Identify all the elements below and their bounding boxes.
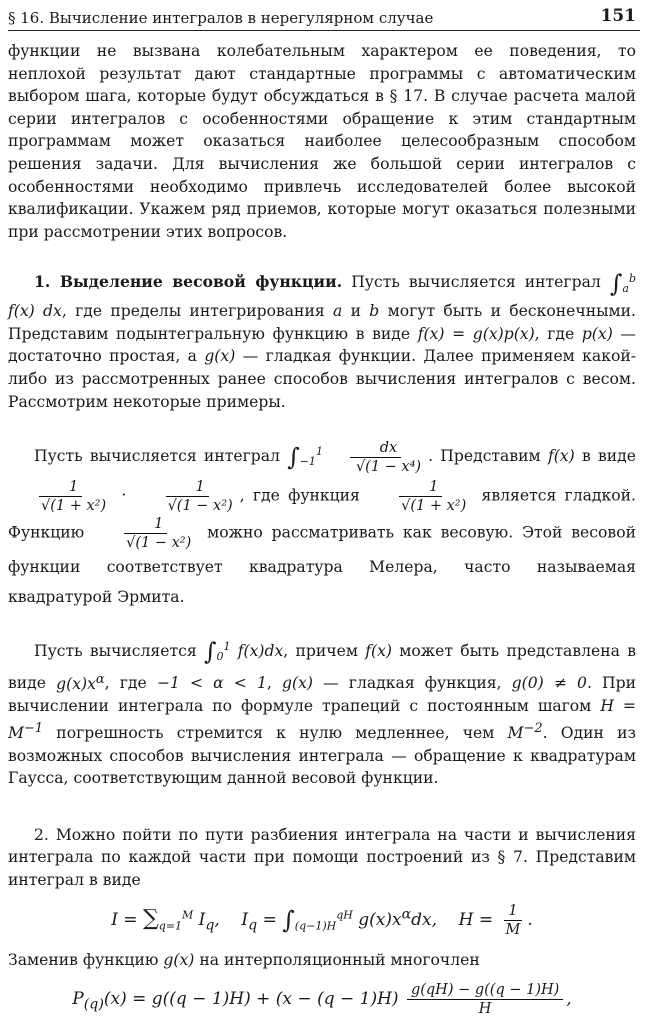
- running-header: [8, 4, 640, 31]
- s1-text-2: , где пределы интегрирования: [61, 302, 325, 321]
- p3-text-5: является гладкой. Функцию: [8, 486, 636, 541]
- p4-text-7: погрешность стремится к нулю медленнее, чем: [56, 723, 495, 742]
- p3-text-6: можно рассматривать как весовую. Этой весовой функции соответствует квадратура Мелера, часто называемая квадратурой Эрмита.: [8, 523, 636, 606]
- p4-text-5: гладкая функция,: [348, 674, 502, 693]
- paragraph-4: Пусть вычисляется $\int_0^1$ f(x)dx, причем f(x) может быть представлена в виде $g(x)x^\alpha$, где −1 < α < 1, g(x) — гладкая функция, g(0) ≠ 0. При вычислении интеграла по формуле трапеций с постоянным шагом $H = M^{-1}$ погрешность стремится к нулю медленнее, чем $M^{-2}$. Один из возможных способов вычисления интеграла — обращение к квадратурам Гаусса, соответствующим данной весовой функции.: [8, 637, 636, 788]
- p4-text-4: , где: [104, 674, 147, 693]
- s2-text-2: Заменив функцию: [8, 950, 159, 969]
- p3-text-3: в виде: [581, 447, 636, 466]
- formula-smooth: $\frac{1}{\text{√(1 + x²)}}$: [371, 478, 470, 515]
- paragraph-1: функции не вызвана колебательным характером ее поведения, то неплохой результат дают стандартные программы с автоматическим выбором шага, которые будут обсуждаться в § 17. В случае расчета малой серии интегралов с особенностями обращение к этим стандартным программам может оказаться наиболее целесообразным способом решения задачи. Для вычисления же большой серии интегралов с особенностями необходимо привлечь исследователей более высокой квалификации. Укажем ряд приемов, которые могут оказаться полезными при рассмотрении этих вопросов.: [8, 42, 636, 241]
- s1-text-5: гладкая функции. Далее применяем какой-либо из рассмотренных ранее способов вычисления интегралов с весом. Рассмотрим некоторые примеры.: [8, 347, 636, 411]
- paragraph-3: Пусть вычисляется интеграл $\int_{-1}^1$ $\frac{dx}{\text{√(1 − x⁴)}}$ . Представим f(x) в виде $\frac{1}{\text{√(1 + x²)}}$ · $\frac{1}{\text{√(1 − x²)}}$ , где функция $\frac{1}{\text{√(1 + x²)}}$ является гладкой. Функцию $\frac{1}{\text{√(1 − x²)}}$ можно рассматривать как весовую. Этой весовой функции соответствует квадратура Мелера, часто называемая квадратурой Эрмита.: [8, 439, 636, 606]
- section-1-heading: 1. Выделение весовой функции.: [34, 272, 343, 292]
- p3-text-2: . Представим: [428, 447, 541, 466]
- section-2-paragraph: 2. Можно пойти по пути разбиения интеграла на части и вычисления интеграла по каждой части при помощи построений из § 7. Представим интеграл в виде: [8, 825, 636, 889]
- formula-integral-ab: $\int_a^b$ f(x) dx: [8, 269, 636, 321]
- p4-text-1: Пусть вычисляется: [34, 641, 197, 660]
- formula-integral-01: $\int_0^1$ f(x)dx: [203, 637, 284, 666]
- p4-text-3: может быть представлена в виде: [8, 641, 636, 693]
- formula-weight: $\frac{1}{\text{√(1 − x²)}}$: [96, 515, 195, 552]
- p3-text-1: Пусть вычисляется интеграл: [34, 447, 280, 466]
- formula-integral-mehler: $\int_{-1}^1$ $\frac{dx}{\text{√(1 − x⁴)}}$: [287, 439, 422, 475]
- s1-text-4: достаточно простая, а: [8, 347, 197, 366]
- running-title: § 16. Вычисление интегралов в нерегулярном случае: [8, 9, 434, 27]
- text-body: [8, 40, 636, 1028]
- section-1-paragraph: 1. Выделение весовой функции. Пусть вычисляется интеграл $\int_a^b$ f(x) dx, где пределы интегрирования a и b могут быть и бесконечными. Представим подынтегральную функцию в виде f(x) = g(x)p(x), где p(x) — достаточно простая, а g(x) — гладкая функции. Далее применяем какой-либо из рассмотренных ранее способов вычисления интегралов с весом. Рассмотрим некоторые примеры.: [8, 269, 636, 411]
- page-number: 151: [600, 6, 636, 26]
- s1-text-3: могут быть и бесконечными. Представим подынтегральную функцию в виде: [8, 302, 636, 343]
- p4-text-8: . Один из возможных способов вычисления интеграла — обращение к квадратурам Гаусса, соответствующим данной весовой функции.: [8, 723, 636, 788]
- formula-interpolation: $P_{(q)}(x) = g((q - 1)H) + (x - (q - 1)H)$ $\frac{g(qH) - g((q - 1)H)}{H}$ ,: [72, 982, 572, 1018]
- paragraph-replace: Заменив функцию g(x) на интерполяционный многочлен: [8, 950, 480, 969]
- formula-partition: $I = \sum_{q=1}^M$ $I_q$, $I_q = \int_{(q-1)H}^{qH}$ $g(x)x^\alpha dx$, H = $\frac{1}{M}$ .: [111, 902, 533, 938]
- p4-text-2: , причем: [283, 641, 358, 660]
- p3-text-4: , где функция: [239, 486, 360, 504]
- formula-decomposition: f(x) = g(x)p(x): [417, 324, 535, 343]
- s2-text-3: на интерполяционный многочлен: [199, 950, 480, 969]
- p4-text-6: . При вычислении интеграла по формуле трапеций с постоянным шагом: [8, 674, 636, 716]
- s1-text-1: Пусть вычисляется интеграл: [351, 273, 601, 292]
- formula-product: $\frac{1}{\text{√(1 + x²)}}$ · $\frac{1}{\text{√(1 − x²)}}$: [8, 486, 240, 504]
